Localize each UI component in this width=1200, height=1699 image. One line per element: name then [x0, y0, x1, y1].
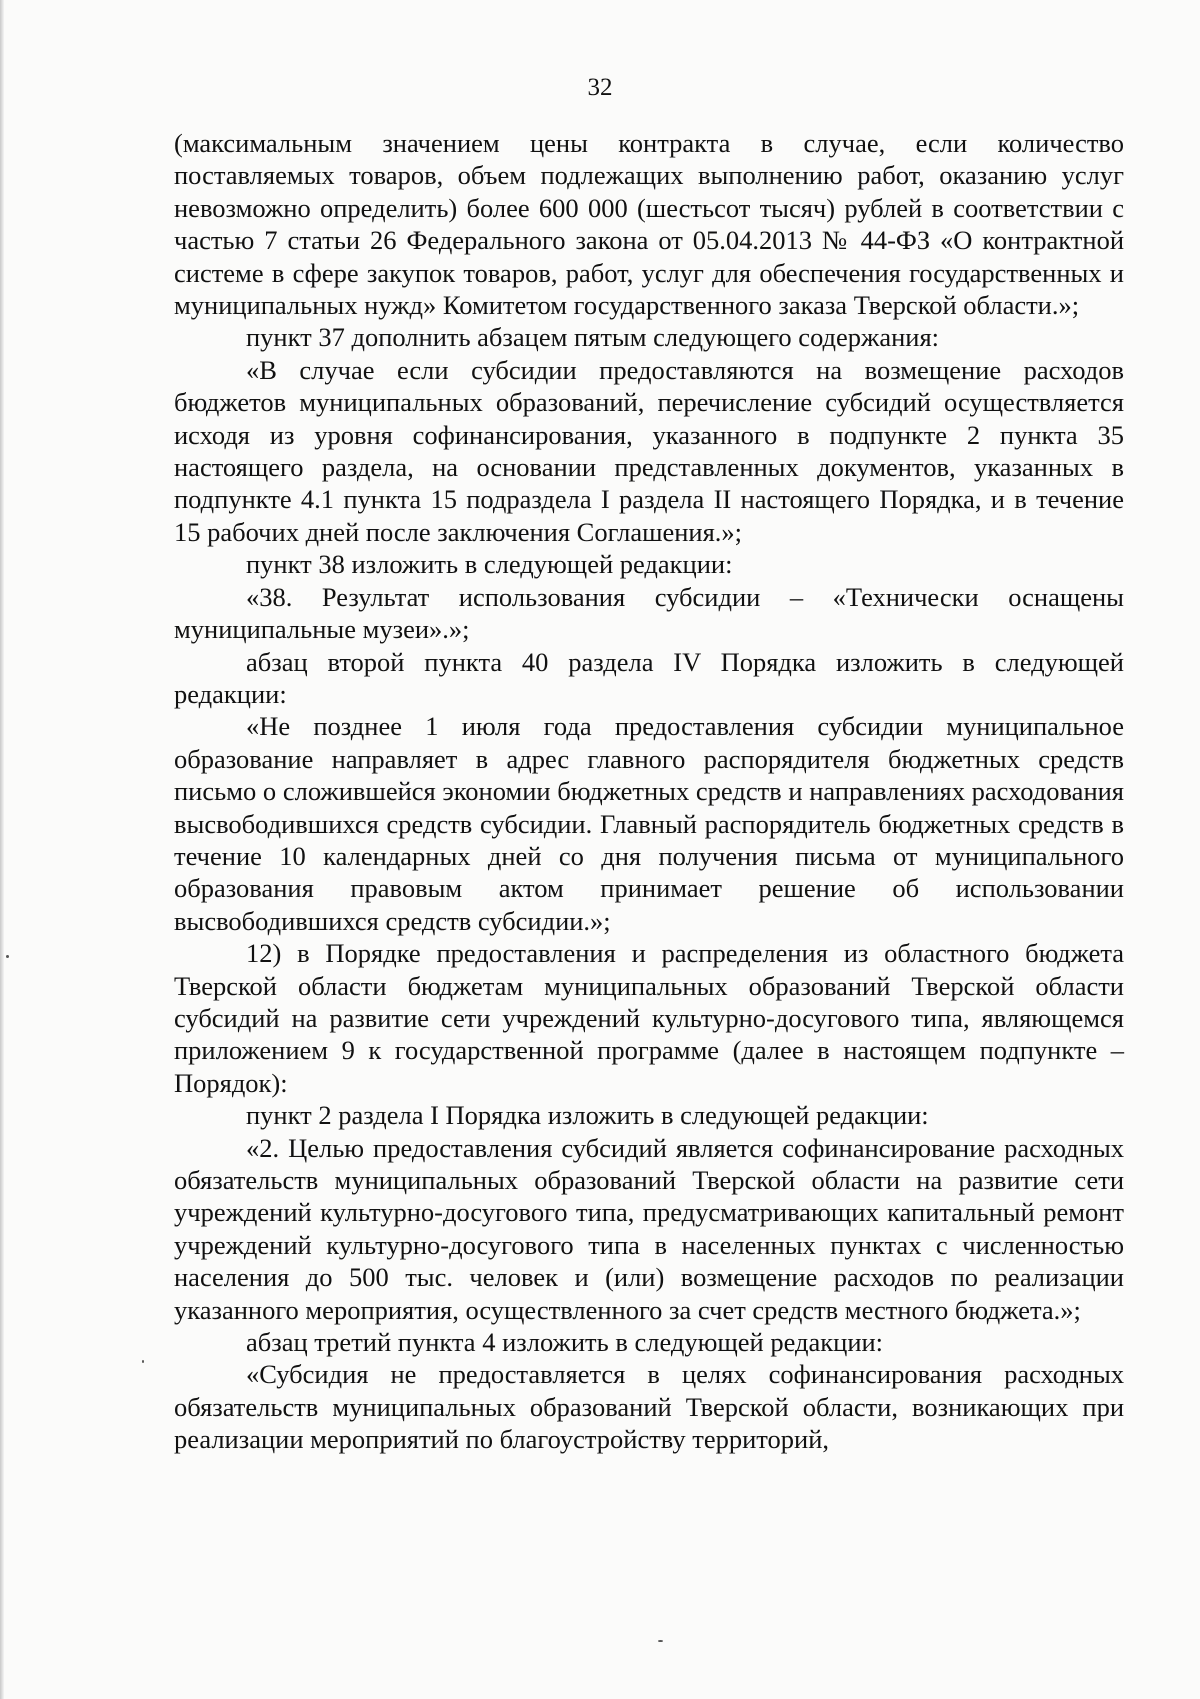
paragraph-5: «38. Результат использования субсидии – «Технически оснащены муниципальные музеи».»; [174, 581, 1124, 645]
paragraph-10: «2. Целью предоставления субсидий является софинансирование расходных обязательств муниципальных образований Тверской области на развитие сети учреждений культурно-досугового типа, предусматривающих капитальный ремонт учреждений культурно-досугового типа в населенных пунктах с численностью населения до 500 тыс. человек и (или) возмещение расходов по реализации указанного мероприятия, осуществленного за счет средств местного бюджета.»; [174, 1132, 1124, 1325]
document-body [174, 127, 1124, 1456]
page-number: 32 [587, 74, 613, 101]
paragraph-1: (максимальным значением цены контракта в случае, если количество поставляемых товаров, объем подлежащих выполнению работ, оказанию услуг невозможно определить) более 600 000 (шестьсот тысяч) рублей в соответствии с частью 7 статьи 26 Федерального закона от 05.04.2013 № 44-ФЗ «О контрактной системе в сфере закупок товаров, работ, услуг для обеспечения государственных и муниципальных нужд» Комитетом государственного заказа Тверской области.»; [174, 128, 1124, 321]
paragraph-7: «Не позднее 1 июля года предоставления субсидии муниципальное образование направляет в адрес главного распорядителя бюджетных средств письмо о сложившейся экономии бюджетных средств и направлениях расходования высвободившихся средств субсидии. Главный распорядитель бюджетных средств в течение 10 календарных дней со дня получения письма от муниципального образования правовым актом принимает решение об использовании высвободившихся средств субсидии.»; [174, 711, 1124, 936]
paragraph-11: абзац третий пункта 4 изложить в следующей редакции: [246, 1327, 884, 1358]
paragraph-6: абзац второй пункта 40 раздела IV Порядка изложить в следующей редакции: [174, 646, 1124, 709]
paragraph-8: 12) в Порядке предоставления и распределения из областного бюджета Тверской области бюджетам муниципальных образований Тверской области субсидий на развитие сети учреждений культурно-досугового типа, являющемся приложением 9 к государственной программе (далее в настоящем подпункте – Порядок): [174, 938, 1124, 1098]
scan-speck [6, 955, 9, 958]
scan-speck [658, 1640, 663, 1642]
paragraph-9: пункт 2 раздела I Порядка изложить в следующей редакции: [246, 1100, 929, 1131]
scan-speck [142, 1360, 144, 1363]
scan-edge [0, 0, 4, 1699]
paragraph-4: пункт 38 изложить в следующей редакции: [246, 549, 733, 580]
paragraph-3: «В случае если субсидии предоставляются на возмещение расходов бюджетов муниципальных образований, перечисление субсидий осуществляется исходя из уровня софинансирования, указанного в подпункте 2 пункта 35 настоящего раздела, на основании представленных документов, указанных в подпункте 4.1 пункта 15 подраздела I раздела II настоящего Порядка, и в течение 15 рабочих дней после заключения Соглашения.»; [174, 354, 1124, 547]
paragraph-12: «Субсидия не предоставляется в целях софинансирования расходных обязательств муниципальных образований Тверской области, возникающих при реализации мероприятий по благоустройству территорий, [174, 1359, 1124, 1455]
paragraph-2: пункт 37 дополнить абзацем пятым следующего содержания: [246, 322, 940, 353]
